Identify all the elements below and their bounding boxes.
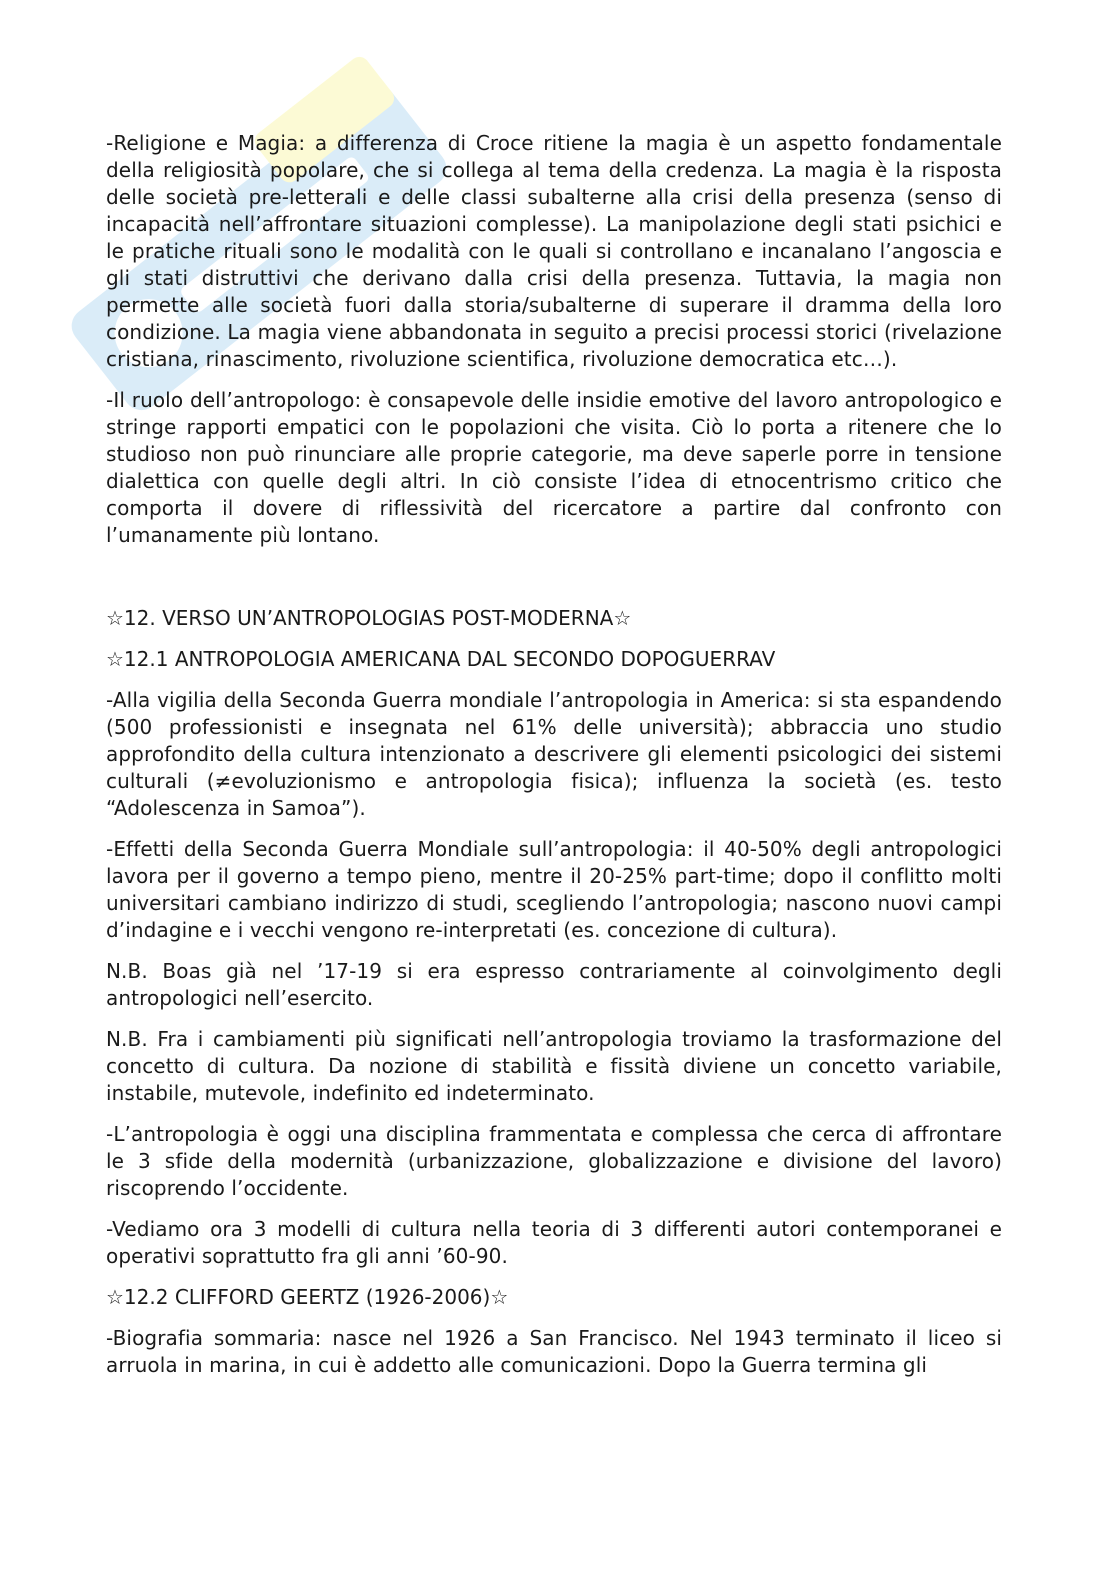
paragraph-antropologia-oggi: -L’antropologia è oggi una disciplina frammentata e complessa che cerca di affrontare le 3 sfide della modernità (urbanizzazione, globalizzazione e divisione del lavoro) riscoprendo l’occidente. <box>106 1122 1002 1200</box>
paragraph-effetti-guerra: -Effetti della Seconda Guerra Mondiale sull’antropologia: il 40-50% degli antropologici lavora per il governo a tempo pieno, mentre il 20-25% part-time; dopo il conflitto molti universitari cambiano indirizzo di studi, scegliendo l’antropologia; nascono nuovi campi d’indagine e i vecchi vengono re-interpretati (es. concezione di cultura). <box>106 837 1002 942</box>
paragraph-nb-cultura: N.B. Fra i cambiamenti più significati nell’antropologia troviamo la trasformazione del concetto di cultura. Da nozione di stabilità e fissità diviene un concetto variabile, instabile, mutevole, indefinito ed indeterminato. <box>106 1027 1002 1105</box>
paragraph-nb-boas: N.B. Boas già nel ’17-19 si era espresso contrariamente al coinvolgimento degli antropologici nell’esercito. <box>106 959 1002 1010</box>
paragraph-tre-modelli: -Vediamo ora 3 modelli di cultura nella teoria di 3 differenti autori contemporanei e operativi soprattutto fra gli anni ’60-90. <box>106 1217 1002 1268</box>
section-gap <box>106 563 1002 605</box>
paragraph-religione-magia: -Religione e Magia: a differenza di Croce ritiene la magia è un aspetto fondamentale della religiosità popolare, che si collega al tema della credenza. La magia è la risposta delle società pre-letterali e delle classi subalterne alla crisi della presenza (senso di incapacità nell’affrontare situazioni complesse). La manipolazione degli stati psichici e le pratiche rituali sono le modalità con le quali si controllano e incanalano l’angoscia e gli stati distruttivi che derivano dalla crisi della presenza. Tuttavia, la magia non permette alle società fuori dalla storia/subalterne di superare il dramma della loro condizione. La magia viene abbandonata in seguito a precisi processi storici (rivelazione cristiana, rinascimento, rivoluzione scientifica, rivoluzione democratica etc…). <box>106 131 1002 371</box>
paragraph-vigilia-guerra: -Alla vigilia della Seconda Guerra mondiale l’antropologia in America: si sta espandendo (500 professionisti e insegnata nel 61% delle università); abbraccia uno studio approfondito della cultura intenzionato a descrivere gli elementi psicologici dei sistemi culturali (≠evoluzionismo e antropologia fisica); influenza la società (es. testo “Adolescenza in Samoa”). <box>106 688 1002 820</box>
heading-section-12: ☆12. VERSO UN’ANTROPOLOGIAS POST-MODERNA☆ <box>106 606 632 630</box>
document-body <box>106 130 1002 1393</box>
heading-section-12-1: ☆12.1 ANTROPOLOGIA AMERICANA DAL SECONDO DOPOGUERRAV <box>106 647 776 671</box>
heading-section-12-2: ☆12.2 CLIFFORD GEERTZ (1926-2006)☆ <box>106 1285 509 1309</box>
paragraph-ruolo-antropologo: -Il ruolo dell’antropologo: è consapevole delle insidie emotive del lavoro antropologico e stringe rapporti empatici con le popolazioni che visita. Ciò lo porta a ritenere che lo studioso non può rinunciare alle proprie categorie, ma deve saperle porre in tensione dialettica con quelle degli altri. In ciò consiste l’idea di etnocentrismo critico che comporta il dovere di riflessività del ricercatore a partire dal confronto con l’umanamente più lontano. <box>106 388 1002 547</box>
paragraph-biografia: -Biografia sommaria: nasce nel 1926 a San Francisco. Nel 1943 terminato il liceo si arruola in marina, in cui è addetto alle comunicazioni. Dopo la Guerra termina gli <box>106 1326 1002 1377</box>
